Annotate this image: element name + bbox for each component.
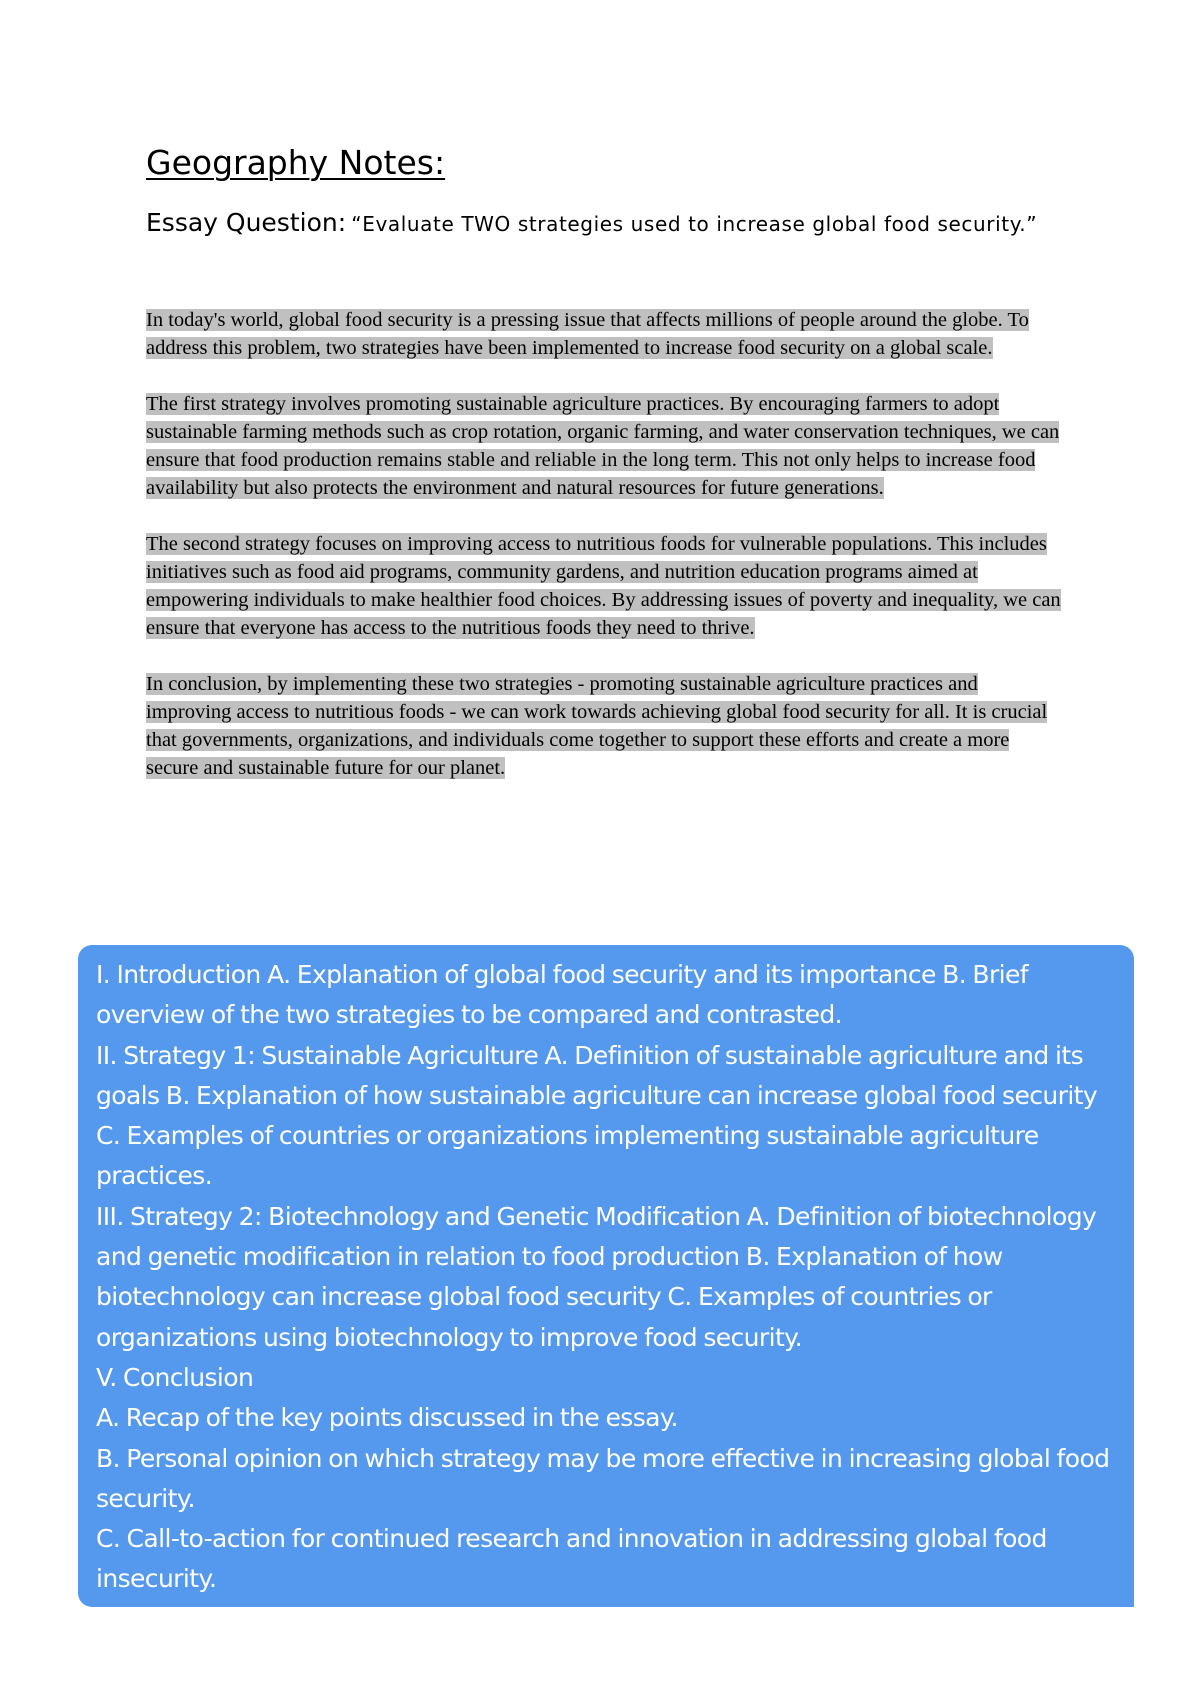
page-title: Geography Notes: [146, 143, 446, 182]
outline-item: II. Strategy 1: Sustainable Agriculture A. Definition of sustainable agriculture and its goals B. Explanation of how sustainable agriculture can increase global food security C. Examples of countries or organizations implementing sustainable agriculture practices. [96, 1040, 1098, 1191]
essay-outline-box [78, 945, 1134, 1607]
outline-item: III. Strategy 2: Biotechnology and Genetic Modification A. Definition of biotechnology and genetic modification in relation to food production B. Explanation of how biotechnology can increase global food security C. Examples of countries or organizations using biotechnology to improve food security. [96, 1201, 1097, 1352]
outline-item: I. Introduction A. Explanation of global food security and its importance B. Brief overview of the two strategies to be compared and contrasted. [96, 960, 1028, 1030]
essay-paragraph [146, 530, 1066, 642]
essay-paragraph-text: The first strategy involves promoting sustainable agriculture practices. By encouraging farmers to adopt sustainable farming methods such as crop rotation, organic farming, and water conservation techniques, we can ensure that food production remains stable and reliable in the long term. This not only helps to increase food availability but also protects the environment and natural resources for future generations. [146, 393, 1060, 499]
essay-paragraph [146, 670, 1066, 782]
essay-paragraph [146, 306, 1066, 362]
essay-paragraph-text: In today's world, global food security is a pressing issue that affects millions of people around the globe. To address this problem, two strategies have been implemented to increase food security on a global scale. [146, 309, 1029, 359]
outline-item: A. Recap of the key points discussed in the essay. [96, 1403, 678, 1433]
outline-item: B. Personal opinion on which strategy may be more effective in increasing global food security. [96, 1443, 1110, 1513]
essay-paragraph [146, 390, 1066, 502]
question-text: “Evaluate TWO strategies used to increase global food security.” [351, 212, 1038, 236]
question-label: Essay Question: [146, 208, 347, 237]
essay-paragraph-text: In conclusion, by implementing these two strategies - promoting sustainable agriculture practices and improving access to nutritious foods - we can work towards achieving global food security for all. It is crucial that governments, organizations, and individuals come together to support these efforts and create a more secure and sustainable future for our planet. [146, 673, 1048, 779]
outline-item: V. Conclusion [96, 1362, 254, 1392]
essay-paragraph-text: The second strategy focuses on improving access to nutritious foods for vulnerable populations. This includes initiatives such as food aid programs, community gardens, and nutrition education programs aimed at empowering individuals to make healthier food choices. By addressing issues of poverty and inequality, we can ensure that everyone has access to the nutritious foods they need to thrive. [146, 533, 1061, 639]
essay-question [146, 206, 1046, 242]
essay-body [146, 306, 1066, 810]
outline-item: C. Call-to-action for continued research and innovation in addressing global food insecurity. [96, 1524, 1047, 1594]
